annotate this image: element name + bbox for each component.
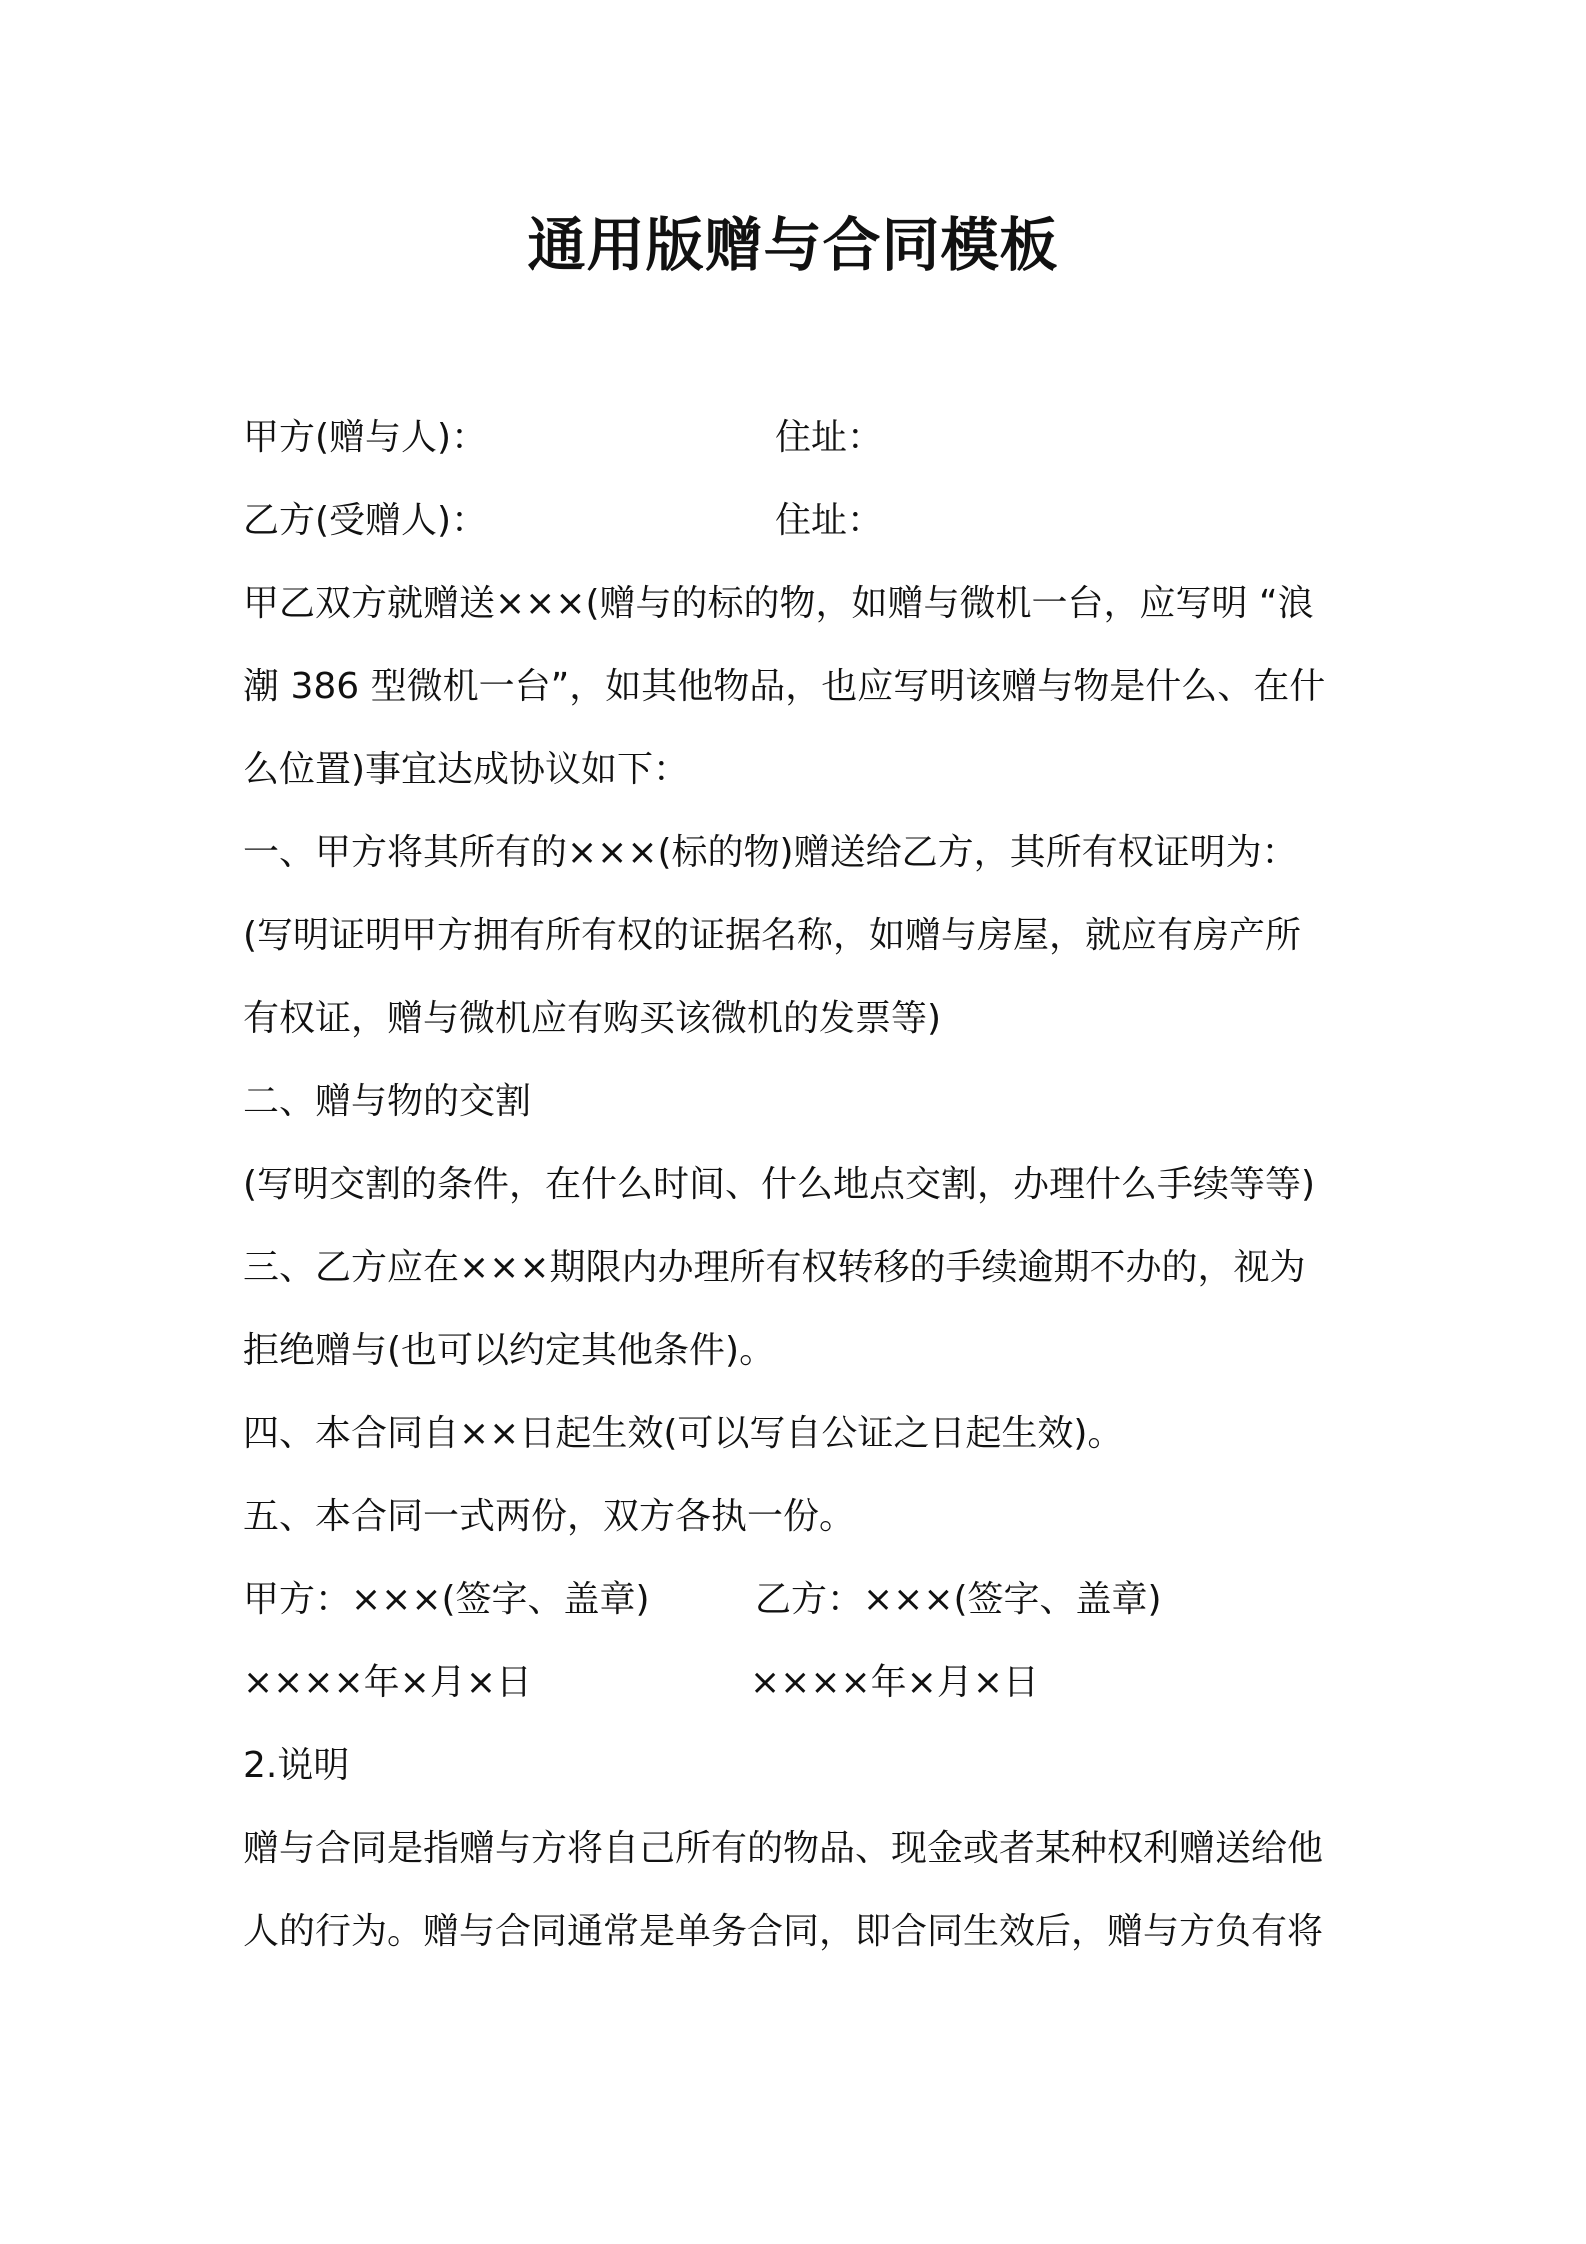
clause-2-line-1: 二、赠与物的交割 <box>243 1081 532 1122</box>
signature-line <box>243 1570 1353 1630</box>
clause-5: 五、本合同一式两份，双方各执一份。 <box>243 1496 856 1537</box>
party-a-label: 甲方(赠与人)： <box>243 417 488 458</box>
date-line <box>243 1653 1353 1713</box>
clause-1-line-3: 有权证，赠与微机应有购买该微机的发票等) <box>243 998 942 1039</box>
clause-3-line-1: 三、乙方应在×××期限内办理所有权转移的手续逾期不办的，视为 <box>243 1247 1306 1288</box>
clause-1-line-1: 一、甲方将其所有的×××(标的物)赠送给乙方，其所有权证明为： <box>243 832 1298 873</box>
party-a-signature: 甲方：×××(签字、盖章) <box>243 1579 650 1620</box>
clause-3-line-2: 拒绝赠与(也可以约定其他条件)。 <box>243 1330 776 1371</box>
party-b-signature: 乙方：×××(签字、盖章) <box>755 1579 1162 1620</box>
section-2-heading: 2.说明 <box>243 1745 350 1786</box>
section-2-line-1: 赠与合同是指赠与方将自己所有的物品、现金或者某种权利赠送给他 <box>243 1828 1324 1869</box>
clause-4: 四、本合同自××日起生效(可以写自公证之日起生效)。 <box>243 1413 1124 1454</box>
party-a-date: ××××年×月×日 <box>243 1662 532 1703</box>
party-b-line <box>243 491 1353 551</box>
intro-line-3: 么位置)事宜达成协议如下： <box>243 749 690 790</box>
clause-2-line-2: (写明交割的条件，在什么时间、什么地点交割，办理什么手续等等) <box>243 1164 1316 1205</box>
clause-1-line-2: (写明证明甲方拥有所有权的证据名称，如赠与房屋，就应有房产所 <box>243 915 1302 956</box>
party-b-address-label: 住址： <box>775 500 884 541</box>
intro-line-2: 潮 386 型微机一台”，如其他物品，也应写明该赠与物是什么、在什 <box>243 666 1326 707</box>
party-a-line <box>243 408 1353 468</box>
party-b-label: 乙方(受赠人)： <box>243 500 488 541</box>
party-a-address-label: 住址： <box>775 417 884 458</box>
document-title: 通用版赠与合同模板 <box>527 211 1059 279</box>
section-2-line-2: 人的行为。赠与合同通常是单务合同，即合同生效后，赠与方负有将 <box>243 1911 1324 1952</box>
intro-line-1: 甲乙双方就赠送×××(赠与的标的物，如赠与微机一台，应写明 “浪 <box>243 583 1314 624</box>
party-b-date: ××××年×月×日 <box>750 1662 1039 1703</box>
